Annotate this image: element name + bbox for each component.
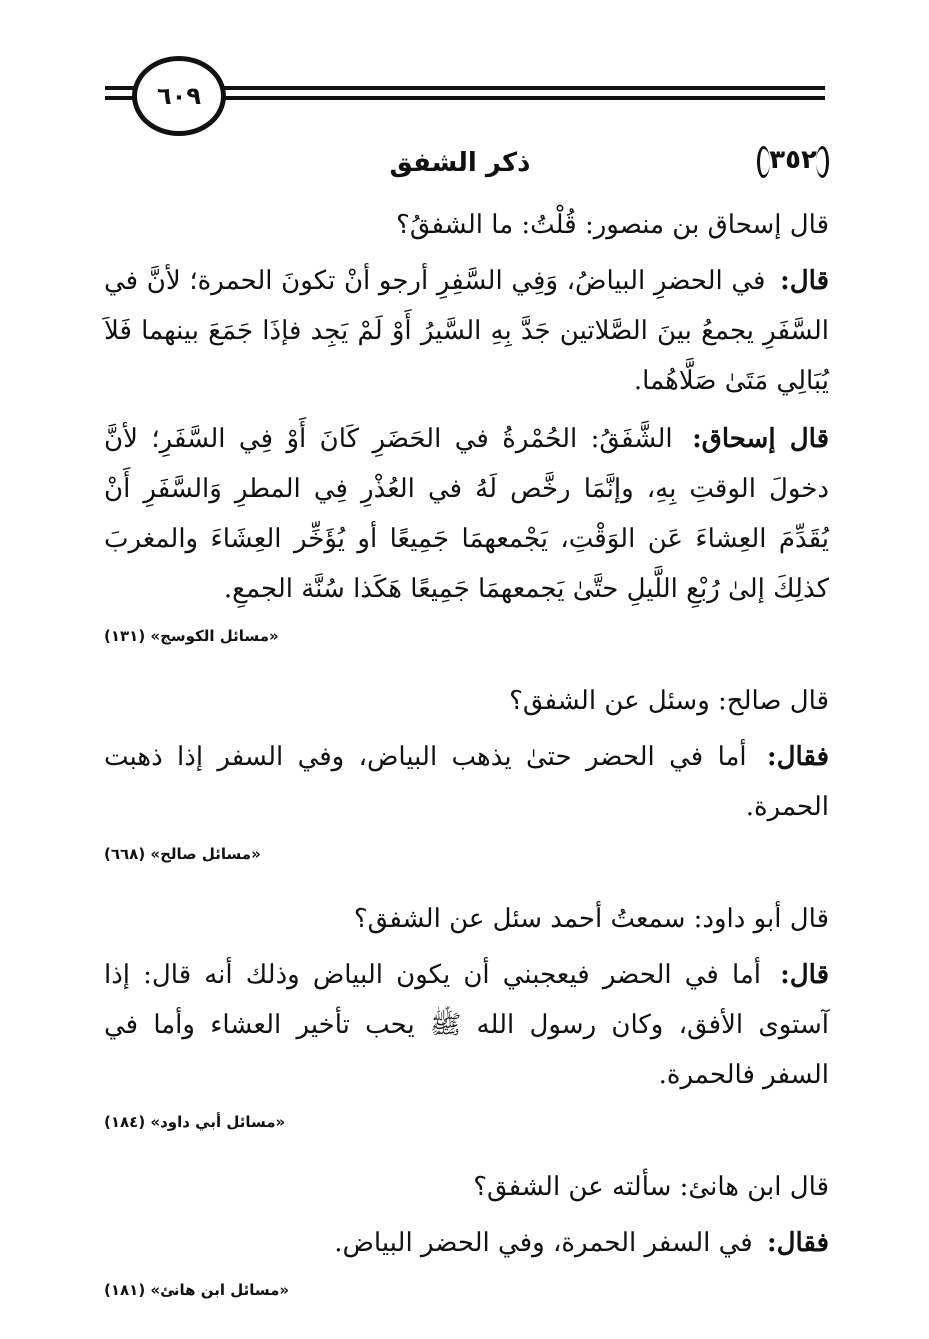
citation xyxy=(104,1108,829,1136)
answer-text: أما في الحضر فيعجبني أن يكون البياض وذلك أنه قال: إذا آستوى الأفق، وكان رسول الله ﷺ يحب تأخير العشاء وأما في السفر فالحمرة. xyxy=(104,960,829,1090)
citation-text: «مسائل صالح» (٦٦٨) xyxy=(104,845,261,863)
section-title: ذكر الشفق xyxy=(389,148,531,178)
section-number: ٣٥٢ xyxy=(757,140,829,180)
citation xyxy=(104,622,829,650)
answer-text: أما في الحضر حتىٰ يذهب البياض، وفي السفر إذا ذهبت الحمرة. xyxy=(104,742,829,822)
answer-paragraph xyxy=(104,256,829,406)
question-paragraph: قال ابن هانئ: سألته عن الشفق؟ xyxy=(473,1172,829,1202)
citation-text: «مسائل ابن هانئ» (١٨١) xyxy=(104,1281,290,1299)
question-paragraph: قال صالح: وسئل عن الشفق؟ xyxy=(509,686,829,716)
answer-lead: قال: xyxy=(780,960,829,990)
answer-paragraph xyxy=(104,1218,829,1268)
citation xyxy=(104,1276,829,1304)
answer-lead: فقال: xyxy=(767,742,830,772)
question-paragraph: قال إسحاق بن منصور: قُلْتُ: ما الشفقُ؟ xyxy=(396,210,829,240)
citation-text: «مسائل الكوسج» (١٣١) xyxy=(104,627,279,645)
answer-lead: قال إسحاق: xyxy=(692,424,830,454)
question-paragraph: قال أبو داود: سمعتُ أحمد سئل عن الشفق؟ xyxy=(353,904,829,934)
citation xyxy=(104,840,829,868)
page-number-oval xyxy=(132,56,226,136)
answer-lead: قال: xyxy=(780,266,829,296)
answer-paragraph xyxy=(104,732,829,832)
answer-text: في الحضرِ البياضُ، وَفِي السَّفِرِ أرجو أنْ تكونَ الحمرة؛ لأنَّ في السَّفَرِ يجمعُ بينَ الصَّلاتين جَدَّ بِهِ السَّيرُ أَوْ لَمْ يَجِد فإذَا جَمَعَ بينهما فَلاَ يُبَالِي مَتَىٰ صَلَّاهُما. xyxy=(104,266,829,396)
answer-paragraph xyxy=(104,414,829,614)
answer-text: الشَّفَقُ: الحُمْرةُ في الحَضَرِ كَانَ أَوْ فِي السَّفَرِ؛ لأنَّ دخولَ الوقتِ بِهِ، وإنَّمَا رخَّص لَهُ في العُذْرِ فِي المطرِ وَالسَّفَرِ أَنْ يُقَدِّمَ العِشاءَ عَن الوَقْتِ، يَجْمعهمَا جَمِيعًا أو يُؤَخِّر العِشَاءَ والمغربَ كذلِكَ إلىٰ رُبْعِ اللَّيلِ حتَّىٰ يَجمعهمَا جَمِيعًا هَكَذا سُنَّة الجمعِ. xyxy=(104,424,829,604)
citation-text: «مسائل أبي داود» (١٨٤) xyxy=(104,1113,286,1131)
answer-paragraph xyxy=(104,950,829,1100)
answer-text: في السفر الحمرة، وفي الحضر البياض. xyxy=(334,1228,753,1258)
page-number: ٦٠٩ xyxy=(157,82,201,110)
body-text xyxy=(104,200,829,1330)
answer-lead: فقال: xyxy=(767,1228,829,1258)
